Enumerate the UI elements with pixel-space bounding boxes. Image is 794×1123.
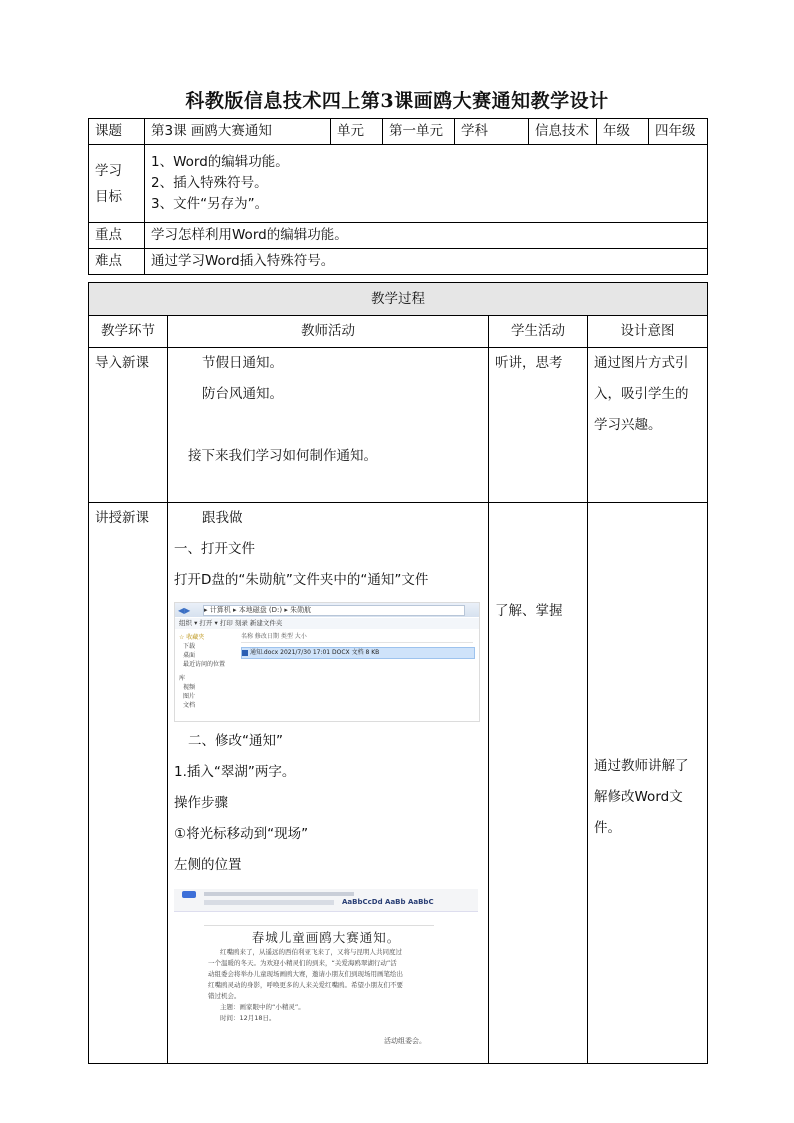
sidebar-item: 桌面 [183, 652, 196, 659]
student-intro [489, 348, 588, 503]
teacher-line: 二、修改“通知” [188, 733, 283, 749]
stage-label: 讲授新课 [95, 510, 149, 526]
grade-value: 四年级 [649, 119, 708, 145]
word-doc-signature: 活动组委会。 [384, 1037, 426, 1045]
word-doc-line: 红嘴鸥来了，从遥远的西伯利亚飞来了，又将与昆明人共同度过 [220, 948, 402, 956]
lesson-value: 第3课 画鸥大赛通知 [145, 119, 331, 145]
student-new [489, 503, 588, 1064]
column-header: 学生活动 [489, 316, 588, 348]
stage-label: 导入新课 [95, 355, 149, 371]
sidebar-item: 库 [179, 675, 186, 682]
lesson-info-table [88, 118, 708, 275]
stage-new [89, 503, 168, 1064]
intent-new [588, 503, 708, 1064]
teacher-line: 操作步骤 [174, 795, 228, 811]
word-doc-line: 一个温暖的冬天。为欢迎小精灵们的到来，“关爱海鸥翠湖行动”活 [208, 959, 397, 967]
sidebar-item: 视频 [183, 684, 196, 691]
explorer-toolbar: 组织 ▾ 打开 ▾ 打印 刻录 新建文件夹 [175, 618, 480, 629]
word-doc-line: 时间：12月18日。 [220, 1014, 276, 1022]
intent-intro [588, 348, 708, 503]
sidebar-item: 图片 [183, 693, 196, 700]
subject-value: 信息技术 [529, 119, 597, 145]
explorer-sidebar [179, 633, 235, 710]
goals-cell [145, 145, 708, 223]
word-screenshot [174, 889, 478, 1049]
sidebar-item: ☆ 收藏夹 [179, 634, 205, 641]
unit-value: 第一单元 [383, 119, 455, 145]
goal-item: 1、Word的编辑功能。 [151, 154, 289, 170]
sidebar-item: 文档 [183, 702, 196, 709]
file-row-tongzhi [241, 647, 475, 659]
key-label: 重点 [89, 223, 145, 249]
difficult-label: 难点 [89, 249, 145, 275]
document-title: 科教版信息技术四上第3课画鸥大赛通知教学设计 [185, 90, 609, 112]
design-intent: 通过教师讲解了解修改Word文件。 [594, 758, 689, 836]
style-gallery: AaBbCcDd AaBb AaBbC [342, 898, 434, 906]
sidebar-item: 下载 [183, 643, 196, 650]
word-doc-line: 动组委会将举办儿童现场画鸥大赛，邀请小朋友们到现场用画笔绘出 [208, 970, 403, 978]
goals-label [89, 145, 145, 223]
teaching-process-table [88, 282, 708, 1064]
goals-label-line1: 学习 [95, 162, 122, 179]
docx-file-icon [242, 650, 248, 656]
word-doc-heading: 春城儿童画鸥大赛通知。 [251, 930, 401, 945]
teacher-line: 防台风通知。 [202, 386, 283, 402]
teacher-line: 1.插入“翠湖”两字。 [174, 764, 296, 780]
column-header: 设计意图 [588, 316, 708, 348]
teacher-line: 打开D盘的“朱勋航”文件夹中的“通知”文件 [174, 572, 429, 588]
student-activity: 听讲，思考 [495, 355, 563, 371]
word-doc-line: 红嘴鸥灵动的身影，呼唤更多的人来关爱红嘴鸥。希望小朋友们不要 [208, 981, 403, 989]
word-doc-line: 主题：画家眼中的“小精灵”。 [220, 1003, 305, 1011]
teacher-line: 一、打开文件 [174, 541, 255, 557]
process-header: 教学过程 [89, 283, 708, 316]
column-header: 教师活动 [168, 316, 489, 348]
goal-item: 3、文件“另存为”。 [151, 196, 269, 212]
explorer-titlebar [175, 603, 479, 617]
teacher-intro [168, 348, 489, 503]
page-margin-line [204, 925, 434, 926]
difficult-value: 通过学习Word插入特殊符号。 [145, 249, 708, 275]
teacher-line: 左侧的位置 [174, 857, 242, 873]
stage-intro [89, 348, 168, 503]
lesson-label: 课题 [89, 119, 145, 145]
teacher-line: ①将光标移动到“现场” [174, 826, 309, 842]
back-forward-icon: ◀▶ [178, 606, 191, 615]
design-intent: 通过图片方式引入，吸引学生的学习兴趣。 [594, 355, 689, 433]
unit-label: 单元 [331, 119, 383, 145]
teacher-line: 接下来我们学习如何制作通知。 [188, 448, 377, 464]
goal-item: 2、插入特殊符号。 [151, 175, 268, 191]
file-row-text: 通知.docx 2021/7/30 17:01 DOCX 文档 8 KB [250, 649, 380, 656]
teacher-new [168, 503, 489, 1064]
grade-label: 年级 [597, 119, 649, 145]
explorer-address-bar: ▸ 计算机 ▸ 本地磁盘 (D:) ▸ 朱勋航 [203, 605, 465, 616]
goals-label-line2: 目标 [95, 188, 122, 205]
explorer-screenshot [174, 602, 480, 722]
sidebar-item: 最近访问的位置 [183, 661, 226, 668]
student-activity: 了解、掌握 [495, 603, 563, 619]
ribbon-tabs-icon [204, 892, 354, 896]
explorer-columns: 名称 修改日期 类型 大小 [241, 633, 473, 643]
teacher-line: 跟我做 [202, 510, 243, 526]
teacher-line: 节假日通知。 [202, 355, 283, 371]
ribbon-tools-icon [204, 900, 334, 905]
word-doc-line: 错过机会。 [208, 992, 241, 1000]
subject-label: 学科 [455, 119, 529, 145]
word-ribbon [174, 889, 478, 912]
file-tab-icon [182, 891, 196, 898]
word-doc-body [208, 947, 438, 1024]
column-header: 教学环节 [89, 316, 168, 348]
key-value: 学习怎样利用Word的编辑功能。 [145, 223, 708, 249]
